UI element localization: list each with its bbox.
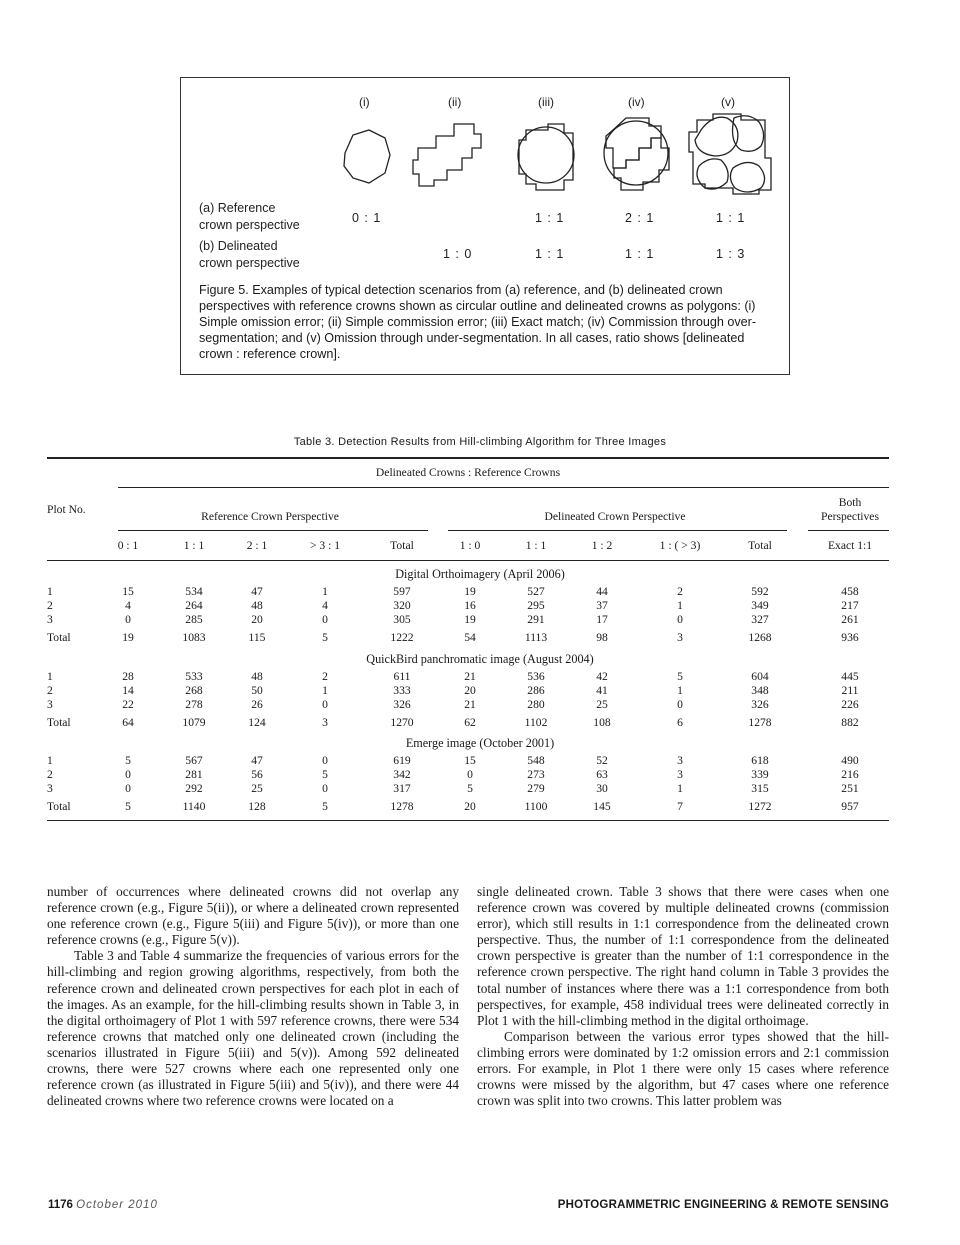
table-cell: 957 <box>841 800 859 813</box>
table-cell: 145 <box>593 800 611 813</box>
row-a-ratio-v: 1 : 1 <box>716 211 746 225</box>
table-cell: 0 <box>322 782 328 795</box>
table-cell: 5 <box>125 754 131 767</box>
table-cell: 5 <box>677 670 683 683</box>
table-cell: 291 <box>527 613 545 626</box>
table-cell: 286 <box>527 684 545 697</box>
del-group-rule <box>448 530 787 531</box>
table-cell: 48 <box>251 670 263 683</box>
table-cell: 48 <box>251 599 263 612</box>
table-cell: 5 <box>125 800 131 813</box>
table-cell: 251 <box>841 782 859 795</box>
header-bottom-rule <box>47 560 889 561</box>
table-cell: 4 <box>125 599 131 612</box>
table-cell: 445 <box>841 670 859 683</box>
table-cell: 604 <box>751 670 769 683</box>
table-cell: 1 <box>322 684 328 697</box>
row-label: 3 <box>47 613 53 626</box>
left-paragraph-1: number of occurrences where delineated crowns did not overlap any reference crown (e.g., Figure 5(ii)), or where a delineated crown represented one reference crown (e.g., Figure 5(iii) and Figure 5(iv)), or more than one reference crowns (e.g., Figure 5(v)). <box>47 884 459 948</box>
table-cell: 264 <box>185 599 203 612</box>
table-cell: 211 <box>841 684 859 697</box>
delineated-polygon-ii <box>413 124 481 186</box>
table-cell: 317 <box>393 782 411 795</box>
figure-caption: Figure 5. Examples of typical detection scenarios from (a) reference, and (b) delineated crown perspectives with reference crowns shown as circular outline and delineated crowns as polygons: (i) Simple omission error; (ii) Simple commission error; (iii) Exact match; (iv) Commission through over-segmentation; and (v) Omission through under-segmentation. In all cases, ratio shows [delineated crown : reference crown]. <box>199 283 757 361</box>
table-cell: 217 <box>841 599 859 612</box>
column-header: Total <box>390 539 414 552</box>
table-cell: 6 <box>677 716 683 729</box>
row-label: 2 <box>47 768 53 781</box>
table-cell: 326 <box>751 698 769 711</box>
table-cell: 47 <box>251 754 263 767</box>
table-cell: 47 <box>251 585 263 598</box>
table-cell: 0 <box>125 782 131 795</box>
table-cell: 1 <box>677 599 683 612</box>
table-cell: 1272 <box>748 800 772 813</box>
row-a-label-1: (a) Reference <box>199 201 276 215</box>
table-cell: 5 <box>467 782 473 795</box>
table-top-header: Delineated Crowns : Reference Crowns <box>375 466 561 479</box>
table-cell: 3 <box>322 716 328 729</box>
table-cell: 339 <box>751 768 769 781</box>
table-cell: 936 <box>841 631 859 644</box>
table-group-rule <box>118 487 889 488</box>
table-cell: 26 <box>251 698 263 711</box>
table-cell: 50 <box>251 684 263 697</box>
table-top-rule <box>47 457 889 459</box>
table-cell: 342 <box>393 768 411 781</box>
column-header: 1 : ( > 3) <box>659 539 701 552</box>
column-header: 1 : 0 <box>459 539 481 552</box>
row-b-ratio-ii: 1 : 0 <box>443 247 473 261</box>
table-cell: 261 <box>841 613 859 626</box>
table-title: Table 3. Detection Results from Hill-climbing Algorithm for Three Images <box>293 436 667 448</box>
ref-group-header: Reference Crown Perspective <box>201 510 339 523</box>
both-group-rule <box>808 530 889 531</box>
table-cell: 64 <box>122 716 134 729</box>
table-cell: 1102 <box>524 716 548 729</box>
row-b-ratio-v: 1 : 3 <box>716 247 746 261</box>
table-cell: 280 <box>527 698 545 711</box>
table-cell: 0 <box>677 613 683 626</box>
ref-group-rule <box>118 530 428 531</box>
table-cell: 281 <box>185 768 203 781</box>
row-label: Total <box>47 631 71 644</box>
row-label: Total <box>47 800 71 813</box>
table-cell: 20 <box>464 800 476 813</box>
table-cell: 1270 <box>390 716 414 729</box>
table-cell: 548 <box>527 754 545 767</box>
table-cell: 0 <box>322 698 328 711</box>
table-cell: 0 <box>125 613 131 626</box>
figure-col-label-iii: (iii) <box>538 95 554 109</box>
table-cell: 320 <box>393 599 411 612</box>
table-cell: 226 <box>841 698 859 711</box>
table-cell: 268 <box>185 684 203 697</box>
table-cell: 5 <box>322 800 328 813</box>
table-cell: 16 <box>464 599 476 612</box>
table-cell: 0 <box>322 754 328 767</box>
table-cell: 115 <box>248 631 266 644</box>
table-cell: 1 <box>677 782 683 795</box>
row-label: 1 <box>47 754 53 767</box>
table-cell: 1100 <box>524 800 548 813</box>
table-cell: 1278 <box>748 716 772 729</box>
table-cell: 41 <box>596 684 608 697</box>
table-cell: 882 <box>841 716 859 729</box>
table-cell: 315 <box>751 782 769 795</box>
section-header: QuickBird panchromatic image (August 2004) <box>366 652 594 666</box>
table-cell: 611 <box>393 670 411 683</box>
row-label: 1 <box>47 670 53 683</box>
table-cell: 25 <box>251 782 263 795</box>
table-cell: 533 <box>185 670 203 683</box>
table-cell: 0 <box>125 768 131 781</box>
left-paragraph-2: Table 3 and Table 4 summarize the frequencies of various errors for the hill-climbing and region growing algorithms, respectively, from both the reference crown and delineated crown perspectives for each plot in each of the images. As an example, for the hill-climbing results shown in Table 3, in the digital orthoimagery of Plot 1 with 597 reference crowns, there were 534 reference crowns that matched only one delineated crown (including the scenarios illustrated in Figure 5(iii) and 5(v)). Among 592 delineated crowns, there were 527 crowns where each one represented only one reference crown (as illustrated in Figure 5(iii) and 5(iv)), and there were 44 delineated crowns where two reference crowns were located on a <box>47 948 459 1109</box>
table-cell: 348 <box>751 684 769 697</box>
row-label: 3 <box>47 698 53 711</box>
table-cell: 98 <box>596 631 608 644</box>
column-header: 2 : 1 <box>246 539 268 552</box>
figure-col-label-v: (v) <box>721 95 735 109</box>
table-cell: 1268 <box>748 631 772 644</box>
table-cell: 22 <box>122 698 134 711</box>
row-b-ratio-iv: 1 : 1 <box>625 247 655 261</box>
row-label: 2 <box>47 684 53 697</box>
table-cell: 28 <box>122 670 134 683</box>
table-cell: 20 <box>464 684 476 697</box>
table-cell: 597 <box>393 585 411 598</box>
table-cell: 2 <box>677 585 683 598</box>
row-b-ratio-iii: 1 : 1 <box>535 247 565 261</box>
row-label: 3 <box>47 782 53 795</box>
table-cell: 1140 <box>182 800 206 813</box>
table-cell: 37 <box>596 599 608 612</box>
table-cell: 0 <box>467 768 473 781</box>
table-cell: 3 <box>677 768 683 781</box>
table-cell: 42 <box>596 670 608 683</box>
table-cell: 7 <box>677 800 683 813</box>
table-cell: 1278 <box>390 800 414 813</box>
left-column <box>47 884 459 1109</box>
table-cell: 326 <box>393 698 411 711</box>
table-cell: 279 <box>527 782 545 795</box>
table-cell: 619 <box>393 754 411 767</box>
table-cell: 4 <box>322 599 328 612</box>
table-cell: 1113 <box>524 631 548 644</box>
column-header: 0 : 1 <box>117 539 139 552</box>
plot-no-header: Plot No. <box>47 503 86 516</box>
row-b-label-2: crown perspective <box>199 256 300 270</box>
table-cell: 273 <box>527 768 545 781</box>
table-cell: 490 <box>841 754 859 767</box>
table-cell: 0 <box>677 698 683 711</box>
row-label: 1 <box>47 585 53 598</box>
table-cell: 3 <box>677 754 683 767</box>
table-cell: 1079 <box>182 716 206 729</box>
both-header-2: Perspectives <box>821 510 879 523</box>
table-cell: 20 <box>251 613 263 626</box>
table-cell: 534 <box>185 585 203 598</box>
both-header-1: Both <box>838 496 862 509</box>
table-cell: 285 <box>185 613 203 626</box>
table-cell: 536 <box>527 670 545 683</box>
row-a-ratio-i: 0 : 1 <box>352 211 382 225</box>
right-paragraph-1: single delineated crown. Table 3 shows that there were cases when one reference crown was covered by multiple delineated crowns (commission error), which still results in 1:1 correspondence from the delineated crown perspective. Thus, the number of 1:1 correspondence from the delineated crown perspective is greater than the number of 1:1 correspondence in the reference crown perspective. The right hand column in Table 3 provides the total number of instances where there was a 1:1 correspondence from both perspectives, for example, 458 individual trees were delineated correctly in Plot 1 with the hill-climbing method in the digital orthoimage. <box>477 884 889 1028</box>
figure-5 <box>180 77 790 375</box>
figure-col-label-i: (i) <box>359 95 370 109</box>
row-label: 2 <box>47 599 53 612</box>
table-bottom-rule <box>47 820 889 821</box>
column-header: Exact 1:1 <box>827 539 873 552</box>
footer-left <box>48 1199 158 1211</box>
table-cell: 108 <box>593 716 611 729</box>
table-cell: 52 <box>596 754 608 767</box>
table-cell: 327 <box>751 613 769 626</box>
column-header: 1 : 2 <box>591 539 613 552</box>
table-cell: 21 <box>464 698 476 711</box>
table-cell: 333 <box>393 684 411 697</box>
table-cell: 5 <box>322 631 328 644</box>
table-cell: 592 <box>751 585 769 598</box>
table-cell: 19 <box>122 631 134 644</box>
section-header: Digital Orthoimagery (April 2006) <box>395 567 565 581</box>
table-cell: 5 <box>322 768 328 781</box>
table-cell: 458 <box>841 585 859 598</box>
table-cell: 349 <box>751 599 769 612</box>
reference-crown-outline-v-1 <box>695 117 738 156</box>
table-cell: 2 <box>322 670 328 683</box>
table-cell: 19 <box>464 585 476 598</box>
table-cell: 21 <box>464 670 476 683</box>
row-a-ratio-iv: 2 : 1 <box>625 211 655 225</box>
section-header: Emerge image (October 2001) <box>405 736 555 750</box>
table-cell: 19 <box>464 613 476 626</box>
table-cell: 14 <box>122 684 134 697</box>
table-cell: 124 <box>248 716 266 729</box>
reference-crown-outline-v-4 <box>730 162 764 192</box>
delineated-polygon-v <box>689 114 771 194</box>
table-cell: 216 <box>841 768 859 781</box>
table-cell: 128 <box>248 800 266 813</box>
table-cell: 0 <box>322 613 328 626</box>
table-cell: 567 <box>185 754 203 767</box>
table-cell: 30 <box>596 782 608 795</box>
reference-crown-outline-i <box>344 130 390 183</box>
table-cell: 1083 <box>182 631 206 644</box>
table-cell: 62 <box>464 716 476 729</box>
table-cell: 618 <box>751 754 769 767</box>
column-header: Total <box>748 539 772 552</box>
table-cell: 56 <box>251 768 263 781</box>
table-cell: 15 <box>122 585 134 598</box>
column-header: > 3 : 1 <box>309 539 341 552</box>
table-cell: 292 <box>185 782 203 795</box>
table-cell: 1222 <box>390 631 414 644</box>
table-cell: 44 <box>596 585 608 598</box>
table-cell: 17 <box>596 613 608 626</box>
column-header: 1 : 1 <box>183 539 205 552</box>
row-a-ratio-iii: 1 : 1 <box>535 211 565 225</box>
footer-month: October 2010 <box>76 1199 158 1211</box>
table-cell: 3 <box>677 631 683 644</box>
row-label: Total <box>47 716 71 729</box>
right-column <box>477 884 889 1109</box>
footer-journal: PHOTOGRAMMETRIC ENGINEERING & REMOTE SENSING <box>557 1199 889 1211</box>
table-cell: 1 <box>677 684 683 697</box>
table-cell: 305 <box>393 613 411 626</box>
table-cell: 278 <box>185 698 203 711</box>
figure-col-label-ii: (ii) <box>448 95 462 109</box>
right-paragraph-2: Comparison between the various error types showed that the hill-climbing errors were dominated by 1:2 omission errors and 2:1 commission errors. For example, in Plot 1 there were only 15 cases where reference crowns were missed by the algorithm, but 47 cases where one reference crown was split into two crowns. This latter problem was <box>477 1028 889 1109</box>
table-cell: 54 <box>464 631 476 644</box>
del-group-header: Delineated Crown Perspective <box>544 510 686 523</box>
figure-col-label-iv: (iv) <box>628 95 645 109</box>
page-number: 1176 <box>48 1199 73 1211</box>
table-cell: 1 <box>322 585 328 598</box>
table-cell: 15 <box>464 754 476 767</box>
row-a-label-2: crown perspective <box>199 218 300 232</box>
column-header: 1 : 1 <box>525 539 547 552</box>
table-cell: 295 <box>527 599 545 612</box>
table-cell: 63 <box>596 768 608 781</box>
table-cell: 527 <box>527 585 545 598</box>
row-b-label-1: (b) Delineated <box>199 239 278 253</box>
table-cell: 25 <box>596 698 608 711</box>
